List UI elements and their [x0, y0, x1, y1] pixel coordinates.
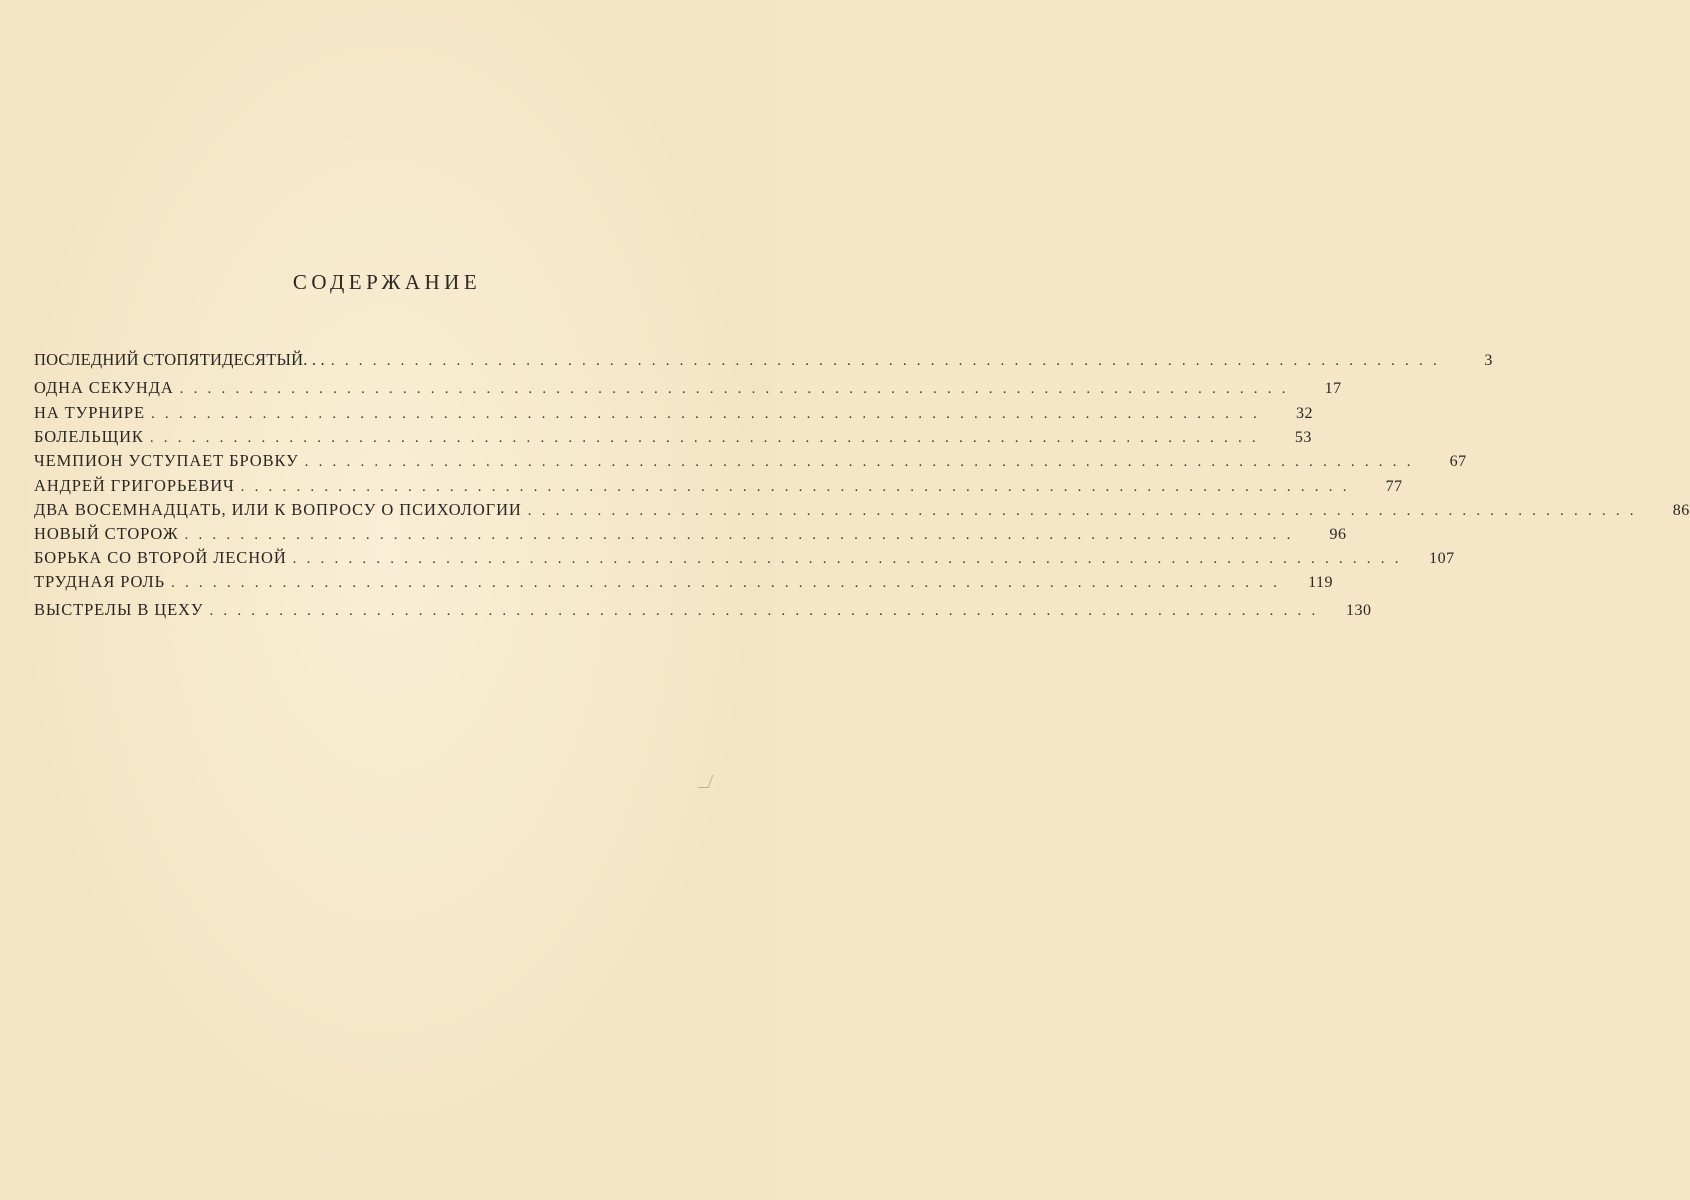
toc-entry-title: ПОСЛЕДНИЙ СТОПЯТИДЕСЯТЫЙ. . . — [34, 350, 325, 369]
dot-leader: ................................................................................ — [330, 353, 1447, 369]
toc-entry — [34, 523, 1347, 548]
toc-entry-title: БОЛЕЛЬЩИК — [34, 427, 144, 447]
toc-entry-title: ЧЕМПИОН УСТУПАЕТ БРОВКУ — [34, 451, 299, 471]
table-of-contents — [34, 350, 1690, 625]
toc-entry — [34, 427, 1312, 451]
toc-entry — [34, 403, 1313, 427]
toc-entry — [34, 378, 1342, 403]
dot-leader: ................................................................................ — [184, 526, 1301, 543]
toc-page-number: 119 — [1308, 574, 1334, 592]
dot-leader: ................................................................................ — [209, 603, 1326, 620]
dot-leader: ................................................................................ — [292, 551, 1409, 568]
toc-page-number: 77 — [1385, 477, 1403, 495]
dot-leader: ................................................................................ — [150, 406, 1267, 422]
dot-leader: ................................................................................ — [171, 575, 1288, 592]
toc-entry-title: ДВА ВОСЕМНАДЦАТЬ, ИЛИ К ВОПРОСУ О ПСИХОЛОГИИ — [34, 499, 522, 519]
toc-page-number: 86 — [1672, 501, 1690, 519]
toc-entry-title: АНДРЕЙ ГРИГОРЬЕВИЧ — [34, 475, 235, 495]
toc-entry — [34, 499, 1690, 524]
toc-page-number: 17 — [1324, 380, 1342, 397]
toc-entry-title: ТРУДНАЯ РОЛЬ — [34, 572, 166, 592]
page-title: СОДЕРЖАНИЕ — [292, 270, 482, 294]
toc-entry-title: НОВЫЙ СТОРОЖ — [34, 523, 179, 543]
toc-page-number: 32 — [1295, 405, 1313, 422]
toc-entry-title: ВЫСТРЕЛЫ В ЦЕХУ — [34, 600, 204, 620]
toc-entry — [34, 572, 1334, 600]
toc-entry-title: НА ТУРНИРЕ — [34, 403, 145, 422]
toc-page-number: 67 — [1449, 453, 1467, 471]
toc-page-number: 96 — [1329, 525, 1347, 543]
toc-entry — [34, 475, 1403, 500]
toc-page-number: 130 — [1345, 602, 1372, 620]
toc-page-number: 107 — [1429, 550, 1455, 568]
dot-leader: ................................................................................ — [179, 381, 1296, 397]
toc-entry-title: БОРЬКА СО ВТОРОЙ ЛЕСНОЙ — [34, 548, 287, 568]
toc-entry — [34, 451, 1467, 475]
toc-entry — [34, 548, 1455, 572]
pencil-mark — [698, 775, 714, 788]
toc-page-number: 53 — [1294, 429, 1312, 447]
dot-leader: ................................................................................ — [240, 478, 1357, 495]
toc-entry — [34, 600, 1372, 624]
toc-page-number: 3 — [1484, 352, 1493, 369]
dot-leader: ................................................................................ — [304, 454, 1421, 471]
toc-entry — [34, 350, 1493, 378]
dot-leader: ................................................................................ — [149, 430, 1266, 447]
dot-leader: ................................................................................ — [527, 502, 1644, 519]
toc-entry-title: ОДНА СЕКУНДА — [34, 378, 174, 397]
